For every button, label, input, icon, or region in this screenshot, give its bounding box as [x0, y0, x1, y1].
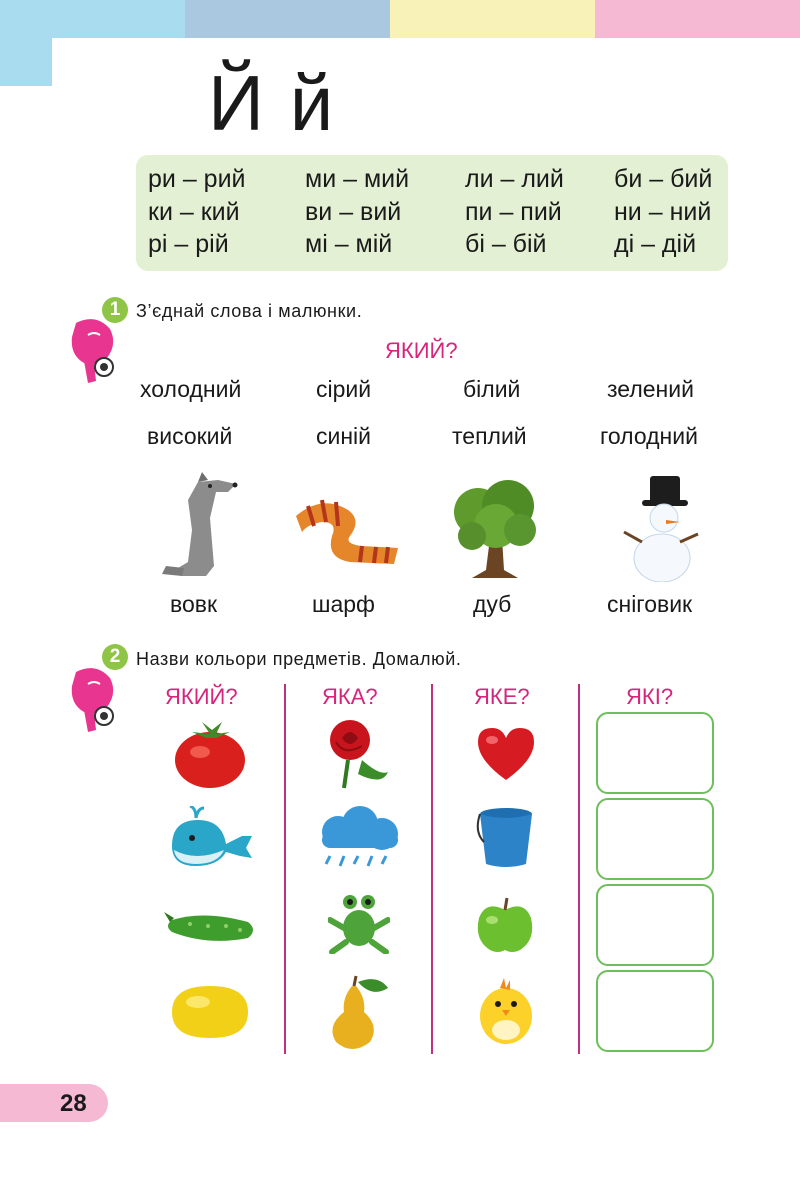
wolf-icon	[158, 470, 240, 582]
syllable-pair: мі – мій	[305, 230, 393, 258]
question-label: ЯКИЙ?	[385, 338, 458, 363]
drawing-box[interactable]	[596, 884, 714, 966]
syllable-pair: би – бий	[614, 165, 713, 193]
adjective-word: зелений	[607, 376, 694, 402]
lemon-icon	[168, 980, 252, 1042]
cucumber-icon	[164, 904, 258, 948]
drawing-box[interactable]	[596, 798, 714, 880]
adjective-word: синій	[316, 423, 372, 449]
syllable-pair: ри – рий	[148, 165, 246, 193]
syllable-pair: ки – кий	[148, 198, 240, 226]
exercise-number-badge: 2	[102, 644, 128, 670]
column-divider	[431, 684, 433, 1054]
oak-tree-icon	[448, 474, 544, 582]
frog-icon	[328, 892, 390, 954]
drawing-box[interactable]	[596, 712, 714, 794]
exercise-instruction: З’єднай слова і малюнки.	[136, 301, 363, 321]
drawing-box[interactable]	[596, 970, 714, 1052]
syllable-pair: пи – пий	[465, 198, 562, 226]
pear-icon	[322, 974, 394, 1052]
mascot-pencil-icon	[66, 315, 122, 387]
header-stripe-pink	[595, 0, 800, 38]
header-stripe-steel	[185, 0, 390, 38]
column-question: ЯКЕ?	[474, 684, 530, 709]
adjective-word: голодний	[600, 423, 698, 449]
exercise-number-badge: 1	[102, 297, 128, 323]
syllable-pair: ми – мий	[305, 165, 410, 193]
adjective-word: теплий	[452, 423, 527, 449]
apple-icon	[474, 896, 536, 956]
picture-label: дуб	[473, 591, 512, 617]
adjective-word: високий	[147, 423, 233, 449]
syllable-pair: ни – ний	[614, 198, 712, 226]
picture-label: шарф	[312, 591, 375, 617]
heart-icon	[476, 726, 536, 782]
column-question: ЯКА?	[322, 684, 378, 709]
adjective-word: білий	[463, 376, 521, 402]
rose-icon	[322, 716, 394, 792]
adjective-word: сірий	[316, 376, 372, 402]
page-number-tab	[0, 1084, 108, 1122]
column-divider	[578, 684, 580, 1054]
page-number: 28	[60, 1090, 87, 1117]
scarf-icon	[292, 492, 404, 568]
column-question: ЯКІ?	[626, 684, 674, 709]
syllable-pair: ли – лий	[465, 165, 564, 193]
syllable-pair: рі – рій	[148, 230, 229, 258]
syllable-pair: ді – дій	[614, 230, 697, 258]
adjective-word: холодний	[140, 376, 242, 402]
corner-accent	[0, 0, 52, 86]
whale-icon	[166, 806, 256, 870]
column-divider	[284, 684, 286, 1054]
bucket-icon	[476, 806, 536, 870]
picture-label: вовк	[170, 591, 218, 617]
syllable-pair: ви – вий	[305, 198, 402, 226]
exercise-instruction: Назви кольори предметів. Домалюй.	[136, 649, 462, 669]
rain-cloud-icon	[310, 804, 406, 876]
tomato-icon	[172, 716, 248, 790]
column-question: ЯКИЙ?	[165, 684, 238, 709]
picture-label: сніговик	[607, 591, 693, 617]
mascot-pencil-icon	[66, 664, 122, 736]
page-title: Й й	[208, 59, 336, 147]
header-stripe-yellow	[390, 0, 595, 38]
syllable-pair: бі – бій	[465, 230, 547, 258]
chick-icon	[474, 974, 538, 1048]
snowman-icon	[618, 470, 702, 582]
